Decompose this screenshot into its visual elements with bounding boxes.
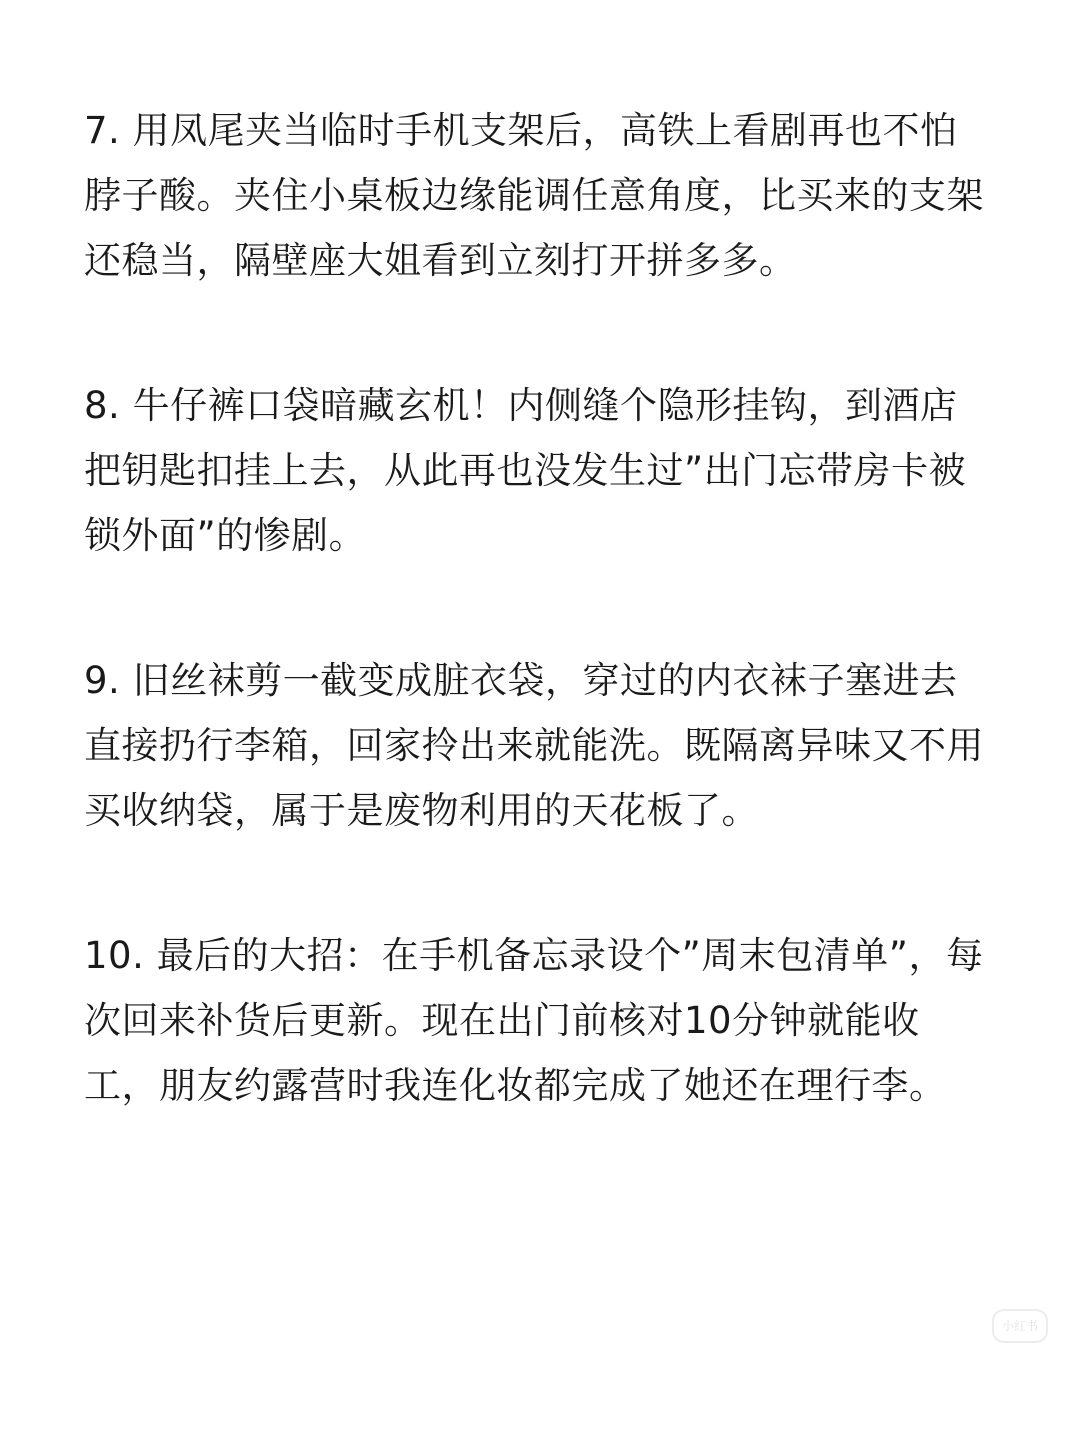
tip-7-line-3: 还稳当，隔壁座大姐看到立刻打开拼多多。: [84, 239, 797, 282]
tip-7-line-2: 脖子酸。夹住小桌板边缘能调任意角度，比买来的支架: [84, 174, 984, 217]
tip-8-line-2: 把钥匙扣挂上去，从此再也没发生过”出门忘带房卡被: [84, 449, 967, 492]
tip-8-line-3: 锁外面”的惨剧。: [84, 514, 367, 557]
tip-paragraph-8: [84, 373, 1002, 568]
tip-8-line-1: 8. 牛仔裤口袋暗藏玄机！内侧缝个隐形挂钩，到酒店: [84, 384, 958, 427]
tip-paragraph-10: [84, 923, 1002, 1118]
tip-10-line-1: 10. 最后的大招：在手机备忘录设个”周末包清单”，每: [84, 934, 984, 977]
tip-9-line-3: 买收纳袋，属于是废物利用的天花板了。: [84, 789, 759, 832]
tip-7-line-1: 7. 用凤尾夹当临时手机支架后，高铁上看剧再也不怕: [84, 109, 958, 152]
tip-10-line-2: 次回来补货后更新。现在出门前核对10分钟就能收: [84, 999, 920, 1042]
tip-10-line-3: 工，朋友约露营时我连化妆都完成了她还在理行李。: [84, 1064, 947, 1107]
tip-9-line-2: 直接扔行李箱，回家拎出来就能洗。既隔离异味又不用: [84, 724, 984, 767]
xiaohongshu-watermark-logo: 小红书: [992, 1309, 1048, 1343]
tip-9-line-1: 9. 旧丝袜剪一截变成脏衣袋，穿过的内衣袜子塞进去: [84, 659, 958, 702]
tip-paragraph-7: [84, 98, 1002, 293]
tip-paragraph-9: [84, 648, 1002, 843]
